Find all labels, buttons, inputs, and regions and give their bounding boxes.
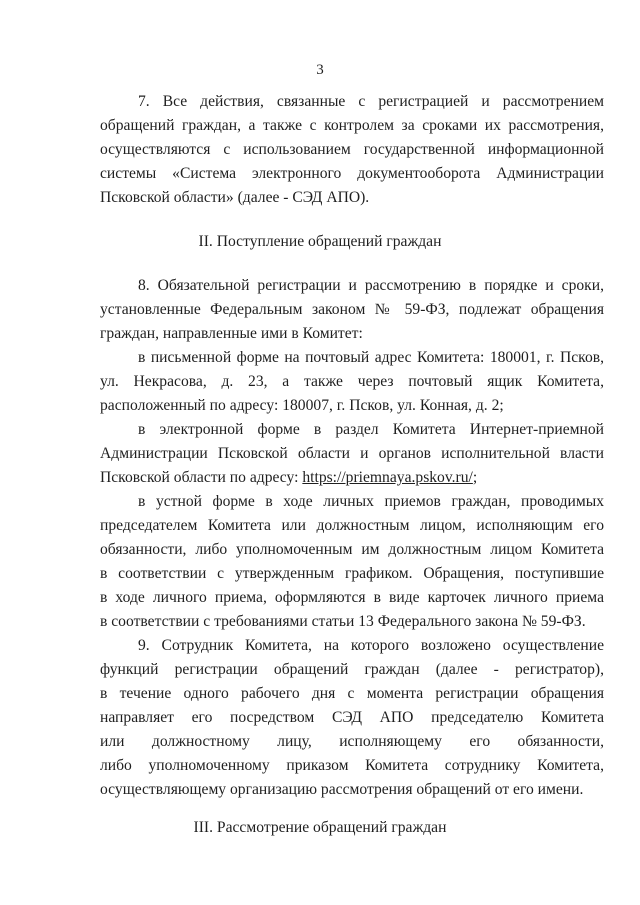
paragraph-9-line: осуществляющему организацию рассмотрения обращений от его имени. <box>100 781 584 798</box>
written-form-line: расположенный по адресу: 180007, г. Псков, ул. Конная, д. 2; <box>100 397 504 414</box>
paragraph-7-line: обращений граждан, а также с контролем за сроками их рассмотрения, <box>100 117 604 134</box>
paragraph-7-line: Псковской области» (далее - СЭД АПО). <box>100 189 370 206</box>
oral-form-line: в устной форме в ходе личных приемов граждан, проводимых <box>138 493 604 510</box>
page-number: 3 <box>316 62 324 78</box>
electronic-form-line <box>100 468 604 488</box>
paragraph-9-line: в течение одного рабочего дня с момента регистрации обращения <box>100 685 604 702</box>
paragraph-8-line: 8. Обязательной регистрации и рассмотрению в порядке и сроки, <box>138 277 604 294</box>
oral-form-line: в соответствии с требованиями статьи 13 Федерального закона № 59-ФЗ. <box>100 613 586 630</box>
paragraph-7-line: 7. Все действия, связанные с регистрацией и рассмотрением <box>138 93 604 110</box>
oral-form-line: в ходе личного приема, оформляются в виде карточек личного приема <box>100 589 604 606</box>
paragraph-7-line: системы «Система электронного документооборота Администрации <box>100 165 604 182</box>
paragraph-9-line: или должностному лицу, исполняющему его обязанности, <box>100 733 604 750</box>
paragraph-8-line: граждан, направленные ими в Комитет: <box>100 325 363 342</box>
paragraph-9-line: направляет его посредством СЭД АПО председателю Комитета <box>100 709 604 726</box>
paragraph-9-line: 9. Сотрудник Комитета, на которого возложено осуществление <box>138 637 604 654</box>
priemnaya-link[interactable]: https://priemnaya.pskov.ru/ <box>302 469 473 486</box>
section-3-heading: III. Рассмотрение обращений граждан <box>193 819 447 836</box>
oral-form-line: председателем Комитета или должностным лицом, исполняющим его <box>100 517 604 534</box>
electronic-form-text: Псковской области по адресу: <box>100 469 303 486</box>
paragraph-9-line: либо уполномоченному приказом Комитета сотруднику Комитета, <box>100 757 604 774</box>
electronic-form-text-end: ; <box>472 469 478 486</box>
paragraph-7-line: осуществляются с использованием государственной информационной <box>100 141 604 158</box>
oral-form-line: в соответствии с утвержденным графиком. Обращения, поступившие <box>100 565 604 582</box>
electronic-form-line: Администрации Псковской области и органов исполнительной власти <box>100 445 604 462</box>
section-2-heading: II. Поступление обращений граждан <box>198 233 442 250</box>
electronic-form-line: в электронной форме в раздел Комитета Интернет-приемной <box>138 421 604 438</box>
paragraph-8-line: установленные Федеральным законом № 59-ФЗ, подлежат обращения <box>100 301 604 318</box>
oral-form-line: обязанности, либо уполномоченным им должностным лицом Комитета <box>100 541 604 558</box>
written-form-line: ул. Некрасова, д. 23, а также через почтовый ящик Комитета, <box>100 373 604 390</box>
paragraph-9-line: функций регистрации обращений граждан (далее - регистратор), <box>100 661 604 678</box>
written-form-line: в письменной форме на почтовый адрес Комитета: 180001, г. Псков, <box>138 349 604 366</box>
